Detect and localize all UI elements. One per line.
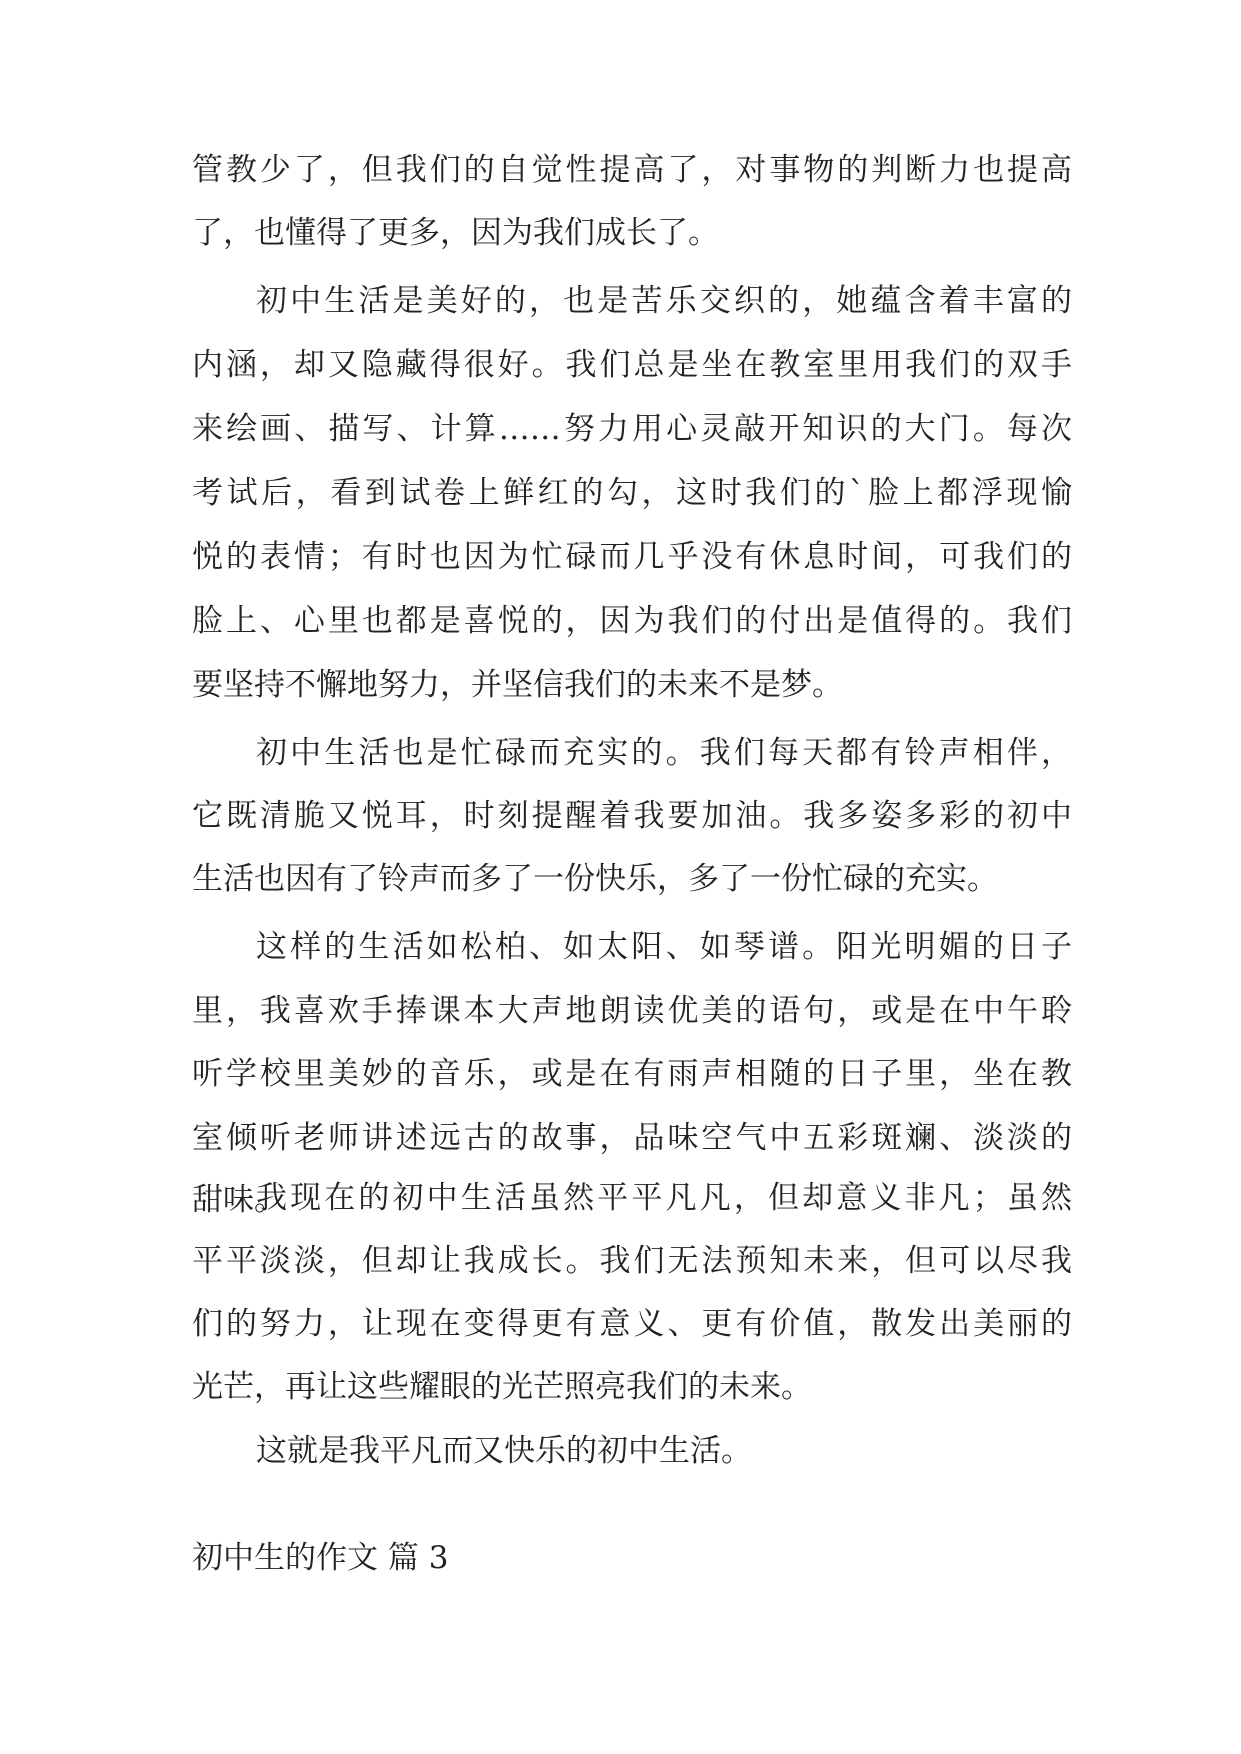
paragraph-line: 光芒，再让这些耀眼的光芒照亮我们的未来。 xyxy=(192,1369,812,1405)
paragraph-line: 我现在的初中生活虽然平平凡凡，但却意义非凡；虽然 xyxy=(256,1180,1072,1216)
paragraph-line: 这就是我平凡而又快乐的初中生活。 xyxy=(256,1433,752,1469)
paragraph-line: 内涵，却又隐藏得很好。我们总是坐在教室里用我们的双手 xyxy=(192,347,1072,383)
paragraph-line: 它既清脆又悦耳，时刻提醒着我要加油。我多姿多彩的初中 xyxy=(192,798,1072,834)
paragraph-line: 听学校里美妙的音乐，或是在有雨声相随的日子里，坐在教 xyxy=(192,1056,1072,1092)
paragraph-line: 管教少了，但我们的自觉性提高了，对事物的判断力也提高 xyxy=(192,152,1072,188)
paragraph-line: 们的努力，让现在变得更有意义、更有价值，散发出美丽的 xyxy=(192,1306,1072,1342)
paragraph-line: 甜味。 xyxy=(192,1182,285,1218)
paragraph-line: 来绘画、描写、计算……努力用心灵敲开知识的大门。每次 xyxy=(192,411,1072,447)
paragraph-line: 初中生活也是忙碌而充实的。我们每天都有铃声相伴， xyxy=(256,735,1072,771)
paragraph-line: 脸上、心里也都是喜悦的，因为我们的付出是值得的。我们 xyxy=(192,603,1072,639)
paragraph-line: 生活也因有了铃声而多了一份快乐，多了一份忙碌的充实。 xyxy=(192,861,998,897)
paragraph-line: 室倾听老师讲述远古的故事，品味空气中五彩斑斓、淡淡的 xyxy=(192,1120,1072,1156)
paragraph-line: 要坚持不懈地努力，并坚信我们的未来不是梦。 xyxy=(192,667,843,703)
paragraph-line: 了，也懂得了更多，因为我们成长了。 xyxy=(192,215,719,251)
paragraph-line: 这样的生活如松柏、如太阳、如琴谱。阳光明媚的日子 xyxy=(256,929,1072,965)
paragraph-line: 悦的表情；有时也因为忙碌而几乎没有休息时间，可我们的 xyxy=(192,539,1072,575)
paragraph-line: 考试后，看到试卷上鲜红的勾，这时我们的`脸上都浮现愉 xyxy=(192,475,1072,511)
paragraph-line: 里，我喜欢手捧课本大声地朗读优美的语句，或是在中午聆 xyxy=(192,993,1072,1029)
paragraph-line: 平平淡淡，但却让我成长。我们无法预知未来，但可以尽我 xyxy=(192,1243,1072,1279)
section-heading: 初中生的作文 篇 3 xyxy=(192,1540,449,1576)
paragraph-line: 初中生活是美好的，也是苦乐交织的，她蕴含着丰富的 xyxy=(256,283,1072,319)
